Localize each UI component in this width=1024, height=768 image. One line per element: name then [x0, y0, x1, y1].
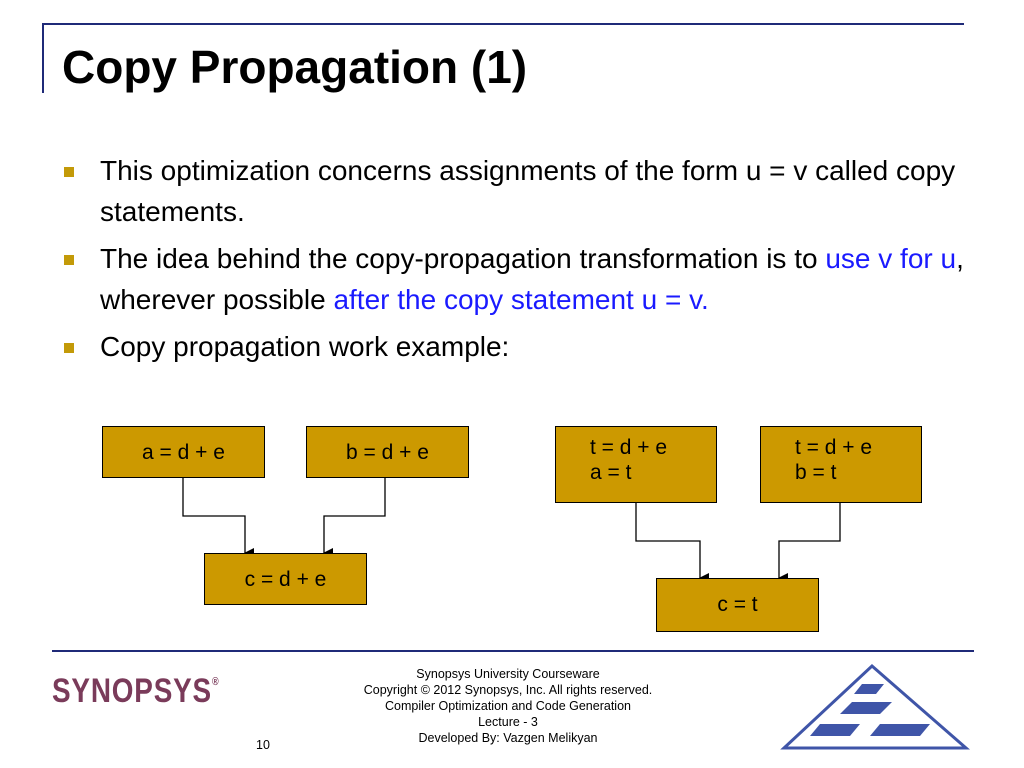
footer-line-3: Compiler Optimization and Code Generation [385, 699, 631, 713]
footer-divider [52, 650, 974, 652]
bullet-2-highlight-b: after the copy statement u = v. [333, 284, 709, 315]
footer-line-4: Lecture - 3 [478, 715, 538, 729]
synopsys-logo-text: SYNOPSYS [52, 672, 212, 710]
bullet-1-text: This optimization concerns assignments of the form u = v called copy statements. [100, 155, 956, 227]
left-connector-a [183, 478, 245, 553]
footer-line-1: Synopsys University Courseware [416, 667, 600, 681]
right-box-a [555, 426, 717, 503]
slide-title: Copy Propagation (1) [62, 41, 528, 93]
left-box-a: a = d + e [102, 426, 265, 478]
bullet-2-text-a: The idea behind the copy-propagation transformation is to [100, 243, 826, 274]
right-box-a-line2: a = t [590, 461, 632, 484]
synopsys-logo [52, 672, 219, 711]
bullet-3-text: Copy propagation work example: [100, 331, 510, 362]
right-connector-a [636, 503, 700, 578]
right-box-b-line2: b = t [795, 461, 837, 484]
right-box-c: c = t [656, 578, 819, 632]
right-box-a-line1: t = d + e [590, 436, 668, 459]
footer-line-2: Copyright © 2012 Synopsys, Inc. All rights reserved. [363, 683, 653, 697]
page-number: 10 [256, 738, 270, 752]
bullet-2-highlight-a: use v for u [825, 243, 957, 274]
university-emblem-icon [780, 662, 970, 752]
right-connector-b [779, 503, 840, 578]
left-box-b: b = d + e [306, 426, 469, 478]
left-connector-b [324, 478, 385, 553]
registered-mark: ® [211, 676, 220, 688]
right-box-b [760, 426, 922, 503]
bullet-2-text-b: , wherever possible [100, 243, 964, 315]
footer-line-5: Developed By: Vazgen Melikyan [418, 731, 598, 745]
right-box-b-line1: t = d + e [795, 436, 873, 459]
footer-credits [338, 666, 678, 746]
left-box-c: c = d + e [204, 553, 367, 605]
